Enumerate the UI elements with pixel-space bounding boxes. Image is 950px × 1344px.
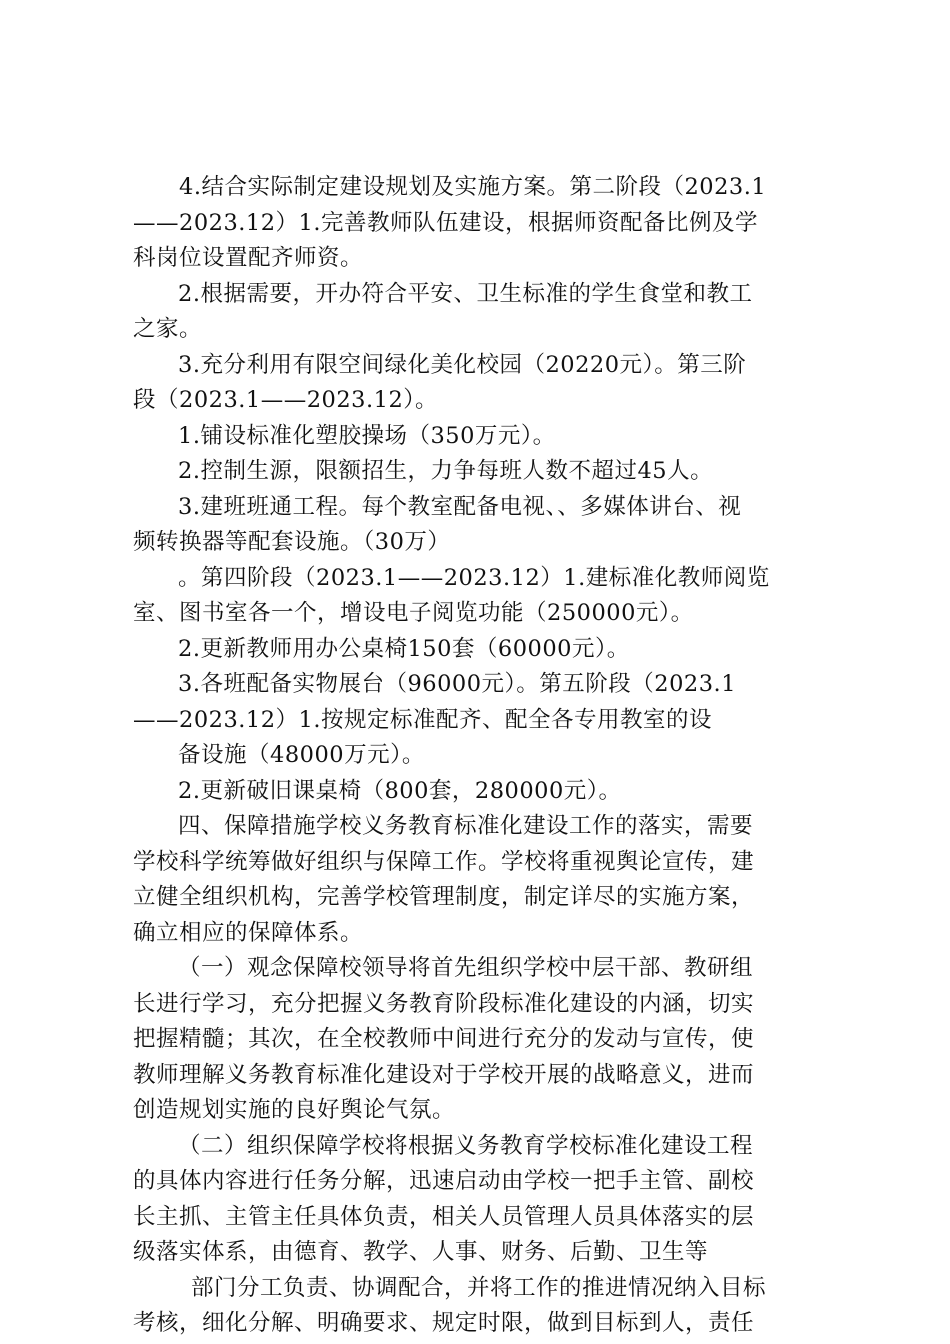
text-line: 教师理解义务教育标准化建设对于学校开展的战略意义，进而 [133,1061,755,1088]
document-page [133,170,823,1342]
text-line: 。第四阶段（2023.1——2023.12）1.建标准化教师阅览 [178,564,770,591]
text-line: 之家。 [133,316,203,342]
text-line: 3.建班班通工程。每个教室配备电视、、多媒体讲台、视 [178,493,742,520]
text-line: 级落实体系，由德育、教学、人事、财务、后勤、卫生等 [133,1239,709,1265]
text-line: 科岗位设置配齐师资。 [133,245,364,271]
text-line: 学校科学统筹做好组织与保障工作。学校将重视舆论宣传，建 [133,848,755,875]
text-line: 2.根据需要，开办符合平安、卫生标准的学生食堂和教工 [178,280,753,307]
text-line: ——2023.12）1.完善教师队伍建设，根据师资配备比例及学 [133,209,759,236]
text-line: 1.铺设标准化塑胶操场（350万元）。 [178,422,556,449]
text-line: 四、保障措施学校义务教育标准化建设工作的落实，需要 [178,813,754,839]
text-line: 2.更新教师用办公桌椅150套（60000元）。 [178,635,630,662]
text-line: 3.各班配备实物展台（96000元）。第五阶段（2023.1 [178,671,737,697]
text-line: 长主抓、主管主任具体负责，相关人员管理人员具体落实的层 [133,1203,755,1230]
text-line: （一）观念保障校领导将首先组织学校中层干部、教研组 [178,955,754,981]
text-line: 4.结合实际制定建设规划及实施方案。第二阶段（2023.1 [179,174,767,200]
text-line: 创造规划实施的良好舆论气氛。 [133,1097,456,1123]
text-line: 立健全组织机构，完善学校管理制度，制定详尽的实施方案， [133,884,755,910]
text-line: ——2023.12）1.按规定标准配齐、配全各专用教室的设 [133,706,713,733]
text-line: 部门分工负责、协调配合，并将工作的推进情况纳入目标 [191,1274,767,1301]
text-line: 的具体内容进行任务分解，迅速启动由学校一把手主管、副校 [133,1168,755,1194]
text-line: 长进行学习，充分把握义务教育阶段标准化建设的内涵，切实 [133,990,755,1017]
text-line: 室、图书室各一个，增设电子阅览功能（250000元）。 [133,600,694,626]
text-line: 频转换器等配套设施。（30万） [133,529,451,555]
text-line: 3.充分利用有限空间绿化美化校园（20220元）。第三阶 [178,351,747,378]
text-line: 段（2023.1——2023.12）。 [133,387,439,413]
text-line: 2.控制生源，限额招生，力争每班人数不超过45人。 [178,458,714,484]
text-line: 把握精髓；其次，在全校教师中间进行充分的发动与宣传，使 [133,1026,755,1052]
text-line: 确立相应的保障体系。 [133,919,364,946]
text-line: 考核，细化分解、明确要求、规定时限，做到目标到人，责任 [133,1310,755,1336]
text-line: 2.更新破旧课桌椅（800套，280000元）。 [178,777,622,804]
text-line: （二）组织保障学校将根据义务教育学校标准化建设工程 [178,1132,754,1159]
text-line: 备设施（48000万元）。 [178,742,425,768]
